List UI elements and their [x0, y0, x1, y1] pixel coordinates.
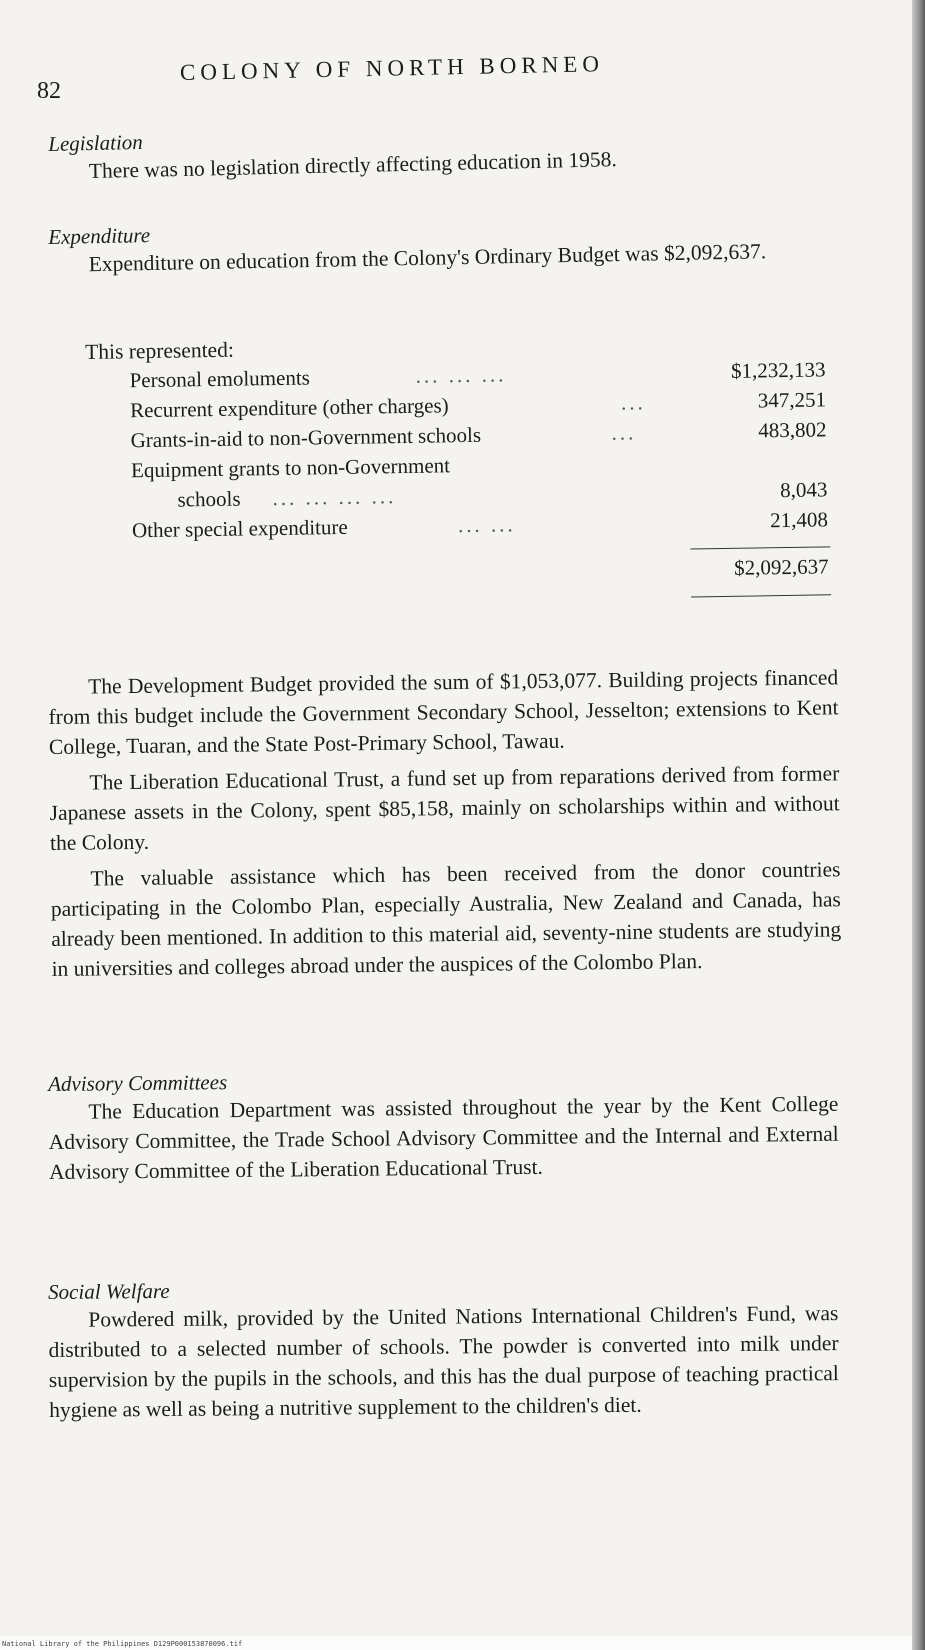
expenditure-section [48, 210, 839, 280]
page-number: 82 [37, 78, 61, 104]
row-label: Personal emoluments [129, 365, 311, 393]
colombo-paragraph: The valuable assistance which has been received from the donor countries participating in the Colombo Plan, especially Australia, New Zealand and Canada, has already been mentioned. In addition to this material aid, seventy-nine students are studying in universities and colleges abroad under the auspices of the Colombo Plan. [50, 857, 842, 981]
advisory-text: The Education Department was assisted throughout the year by the Kent College Advisory Committee, the Trade School Advisory Committee and the Internal and External Advisory Committee of the Liberation Educational Trust. [48, 1091, 839, 1184]
row-leaders: ... ... ... ... [272, 484, 397, 511]
row-label: Equipment grants to non-Government [130, 453, 451, 483]
legislation-section [48, 114, 839, 187]
total-rule [691, 594, 831, 597]
row-leaders: ... [611, 420, 637, 445]
row-leaders: ... ... ... [415, 362, 507, 388]
expenditure-text: Expenditure on education from the Colony's Ordinary Budget was $2,092,637. [88, 239, 767, 277]
development-section [48, 662, 842, 984]
row-label: Other special expenditure [131, 514, 348, 543]
legislation-heading: Legislation [48, 129, 144, 156]
page-edge-shadow [912, 0, 925, 1650]
row-amount: 483,802 [758, 417, 827, 443]
development-paragraph: The Development Budget provided the sum of $1,053,077. Building projects financed from this budget include the Government Secondary School, Jesselton; extensions to Kent College, Tuaran, and the State Post-Primary School, Tawau. [48, 665, 839, 759]
row-label: schools [177, 486, 241, 512]
advisory-section [48, 1064, 839, 1187]
welfare-section [48, 1273, 839, 1425]
legislation-text: There was no legislation directly affecting education in 1958. [88, 147, 618, 184]
scan-footer-note: National Library of the Philippines D129P000153870096.tif [2, 1640, 243, 1648]
row-amount: 347,251 [757, 387, 827, 413]
row-leaders: ... [620, 390, 646, 415]
row-amount: $1,232,133 [730, 357, 826, 383]
row-amount: 8,043 [780, 477, 828, 503]
row-leaders: ... ... [457, 512, 516, 538]
expenditure-table [85, 328, 848, 580]
trust-paragraph: The Liberation Educational Trust, a fund set up from reparations derived from former Japanese assets in the Colony, spent $85,158, mainly on scholarships within and without the Colony. [49, 761, 840, 855]
running-head: COLONY OF NORTH BORNEO [179, 51, 605, 85]
advisory-heading: Advisory Committees [48, 1070, 228, 1096]
subtotal-rule [690, 546, 830, 549]
welfare-text: Powdered milk, provided by the United Nations International Children's Fund, was distributed to a selected number of schools. The powder is converted into milk under supervision by the pupils in the schools, and this has the dual purpose of teaching practical hygiene as well as being a nutritive supplement to the children's diet. [48, 1301, 839, 1422]
total-amount: $2,092,637 [733, 554, 829, 580]
row-label: Grants-in-aid to non-Government schools [130, 422, 482, 453]
table-intro: This represented: [85, 337, 235, 364]
expenditure-heading: Expenditure [48, 223, 151, 249]
row-amount: 21,408 [769, 507, 829, 533]
welfare-heading: Social Welfare [48, 1278, 170, 1304]
row-label: Recurrent expenditure (other charges) [129, 393, 449, 423]
